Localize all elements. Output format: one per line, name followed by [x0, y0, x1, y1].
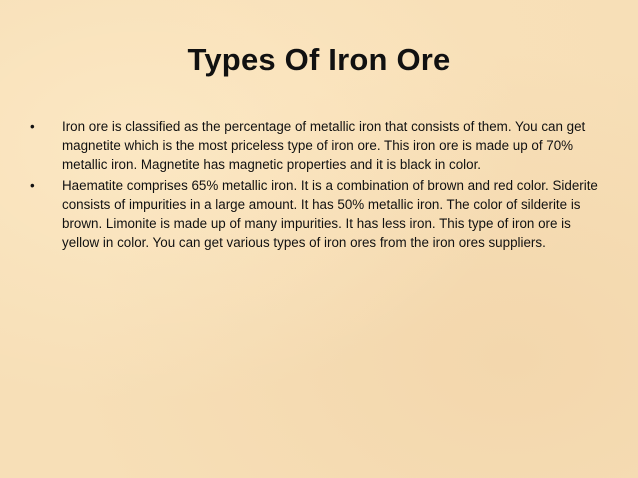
bullet-item	[30, 176, 610, 252]
slide-title: Types Of Iron Ore	[187, 42, 451, 77]
bullet-list	[30, 117, 610, 254]
bullet-item	[30, 117, 610, 174]
bullet-point-icon: •	[30, 119, 35, 134]
bullet-text: Haematite comprises 65% metallic iron. It is a combination of brown and red color. Siderite consists of impurities in a large amount. It has 50% metallic iron. The color of silderite is brown. Limonite is made up of many impurities. It has less iron. This type of iron ore is yellow in color. You can get various types of iron ores from the iron ores suppliers.	[62, 178, 598, 250]
bullet-text: Iron ore is classified as the percentage of metallic iron that consists of them. You can get magnetite which is the most priceless type of iron ore. This iron ore is made up of 70% metallic iron. Magnetite has magnetic properties and it is black in color.	[62, 119, 586, 172]
bullet-point-icon: •	[30, 178, 35, 193]
